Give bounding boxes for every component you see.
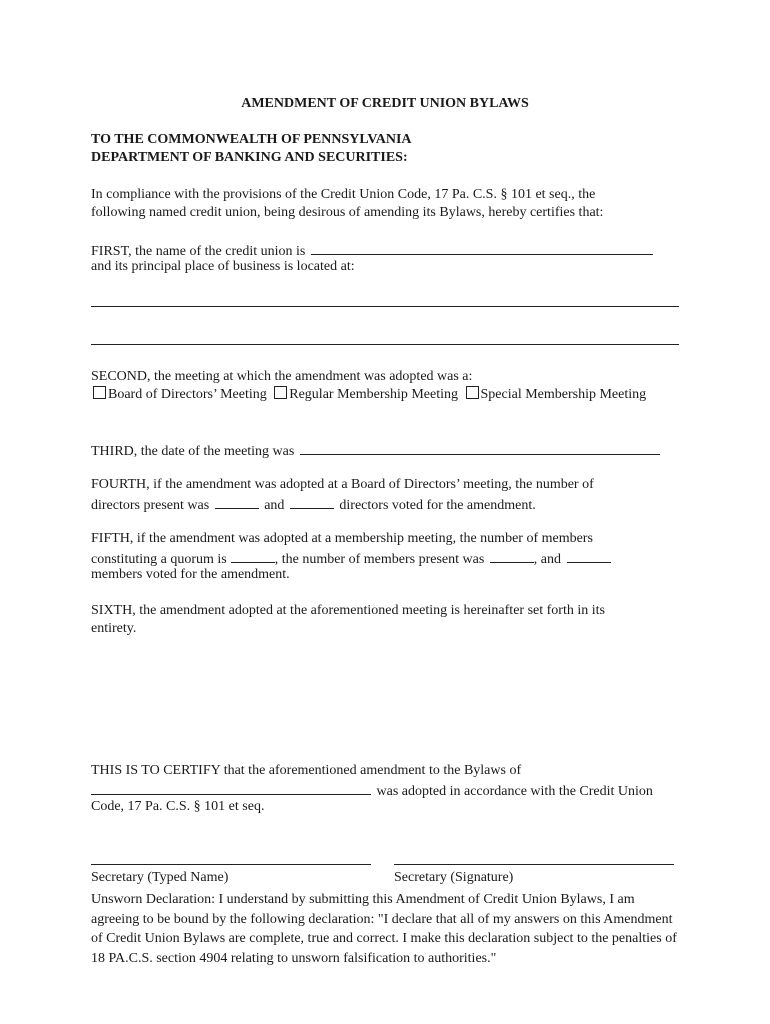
regular-meeting-checkbox[interactable] xyxy=(274,386,287,399)
special-meeting-label: Special Membership Meeting xyxy=(480,387,647,402)
certify-line-1: THIS IS TO CERTIFY that the aforementioned amendment to the Bylaws of xyxy=(91,763,522,778)
fifth-present-label: , the number of members present was xyxy=(274,552,485,567)
first-address-label: and its principal place of business is located at: xyxy=(91,259,355,274)
meeting-date-field[interactable] xyxy=(300,440,660,455)
fifth-and-label: , and xyxy=(533,552,561,567)
members-present-field[interactable] xyxy=(490,548,534,563)
board-meeting-label: Board of Directors’ Meeting xyxy=(108,387,267,402)
third-label: THIRD, the date of the meeting was xyxy=(91,444,295,459)
typed-name-label: Secretary (Typed Name) xyxy=(91,870,229,885)
address-line-1-field[interactable] xyxy=(91,306,679,307)
signature-field[interactable] xyxy=(394,864,674,865)
fourth-directors-present-label: directors present was xyxy=(91,498,210,513)
members-voted-field[interactable] xyxy=(567,548,611,563)
addressee-line-2: DEPARTMENT OF BANKING AND SECURITIES: xyxy=(91,150,408,165)
fifth-line-3: members voted for the amendment. xyxy=(91,567,290,582)
meeting-type-options xyxy=(93,386,646,404)
unsworn-declaration: Unsworn Declaration: I understand by submitting this Amendment of Credit Union Bylaws, I am agreeing to be bound by the following declaration: "I declare that all of my answers on this Amendment of Credit Union Bylaws are complete, true and correct. I make this declaration subject to the penalties of 18 PA.C.S. section 4904 relating to unsworn falsification to authorities." xyxy=(91,892,677,966)
certify-adopted-label: was adopted in accordance with the Credit Union xyxy=(376,784,653,799)
fifth-line-1: FIFTH, if the amendment was adopted at a membership meeting, the number of members xyxy=(91,531,593,546)
third-clause xyxy=(91,440,662,461)
first-label: FIRST, the name of the credit union is xyxy=(91,244,306,259)
quorum-field[interactable] xyxy=(231,548,275,563)
address-line-2-field[interactable] xyxy=(91,344,679,345)
fourth-voted-label: directors voted for the amendment. xyxy=(339,498,536,513)
regular-meeting-label: Regular Membership Meeting xyxy=(289,387,458,402)
board-meeting-checkbox[interactable] xyxy=(93,386,106,399)
sixth-line-2: entirety. xyxy=(91,621,137,636)
credit-union-name-field[interactable] xyxy=(311,240,653,255)
directors-present-field[interactable] xyxy=(215,494,259,509)
certify-line-3: Code, 17 Pa. C.S. § 101 et seq. xyxy=(91,799,265,814)
fourth-line-2 xyxy=(91,494,536,515)
sixth-line-1: SIXTH, the amendment adopted at the aforementioned meeting is hereinafter set forth in its xyxy=(91,603,605,618)
special-meeting-checkbox[interactable] xyxy=(466,386,479,399)
fourth-and-label: and xyxy=(264,498,285,513)
addressee-line-1: TO THE COMMONWEALTH OF PENNSYLVANIA xyxy=(91,132,412,147)
typed-name-field[interactable] xyxy=(91,864,371,865)
second-label: SECOND, the meeting at which the amendment was adopted was a: xyxy=(91,369,473,384)
fourth-line-1: FOURTH, if the amendment was adopted at a Board of Directors’ meeting, the number of xyxy=(91,477,594,492)
intro-line-2: following named credit union, being desirous of amending its Bylaws, hereby certifies that: xyxy=(91,205,604,220)
directors-voted-field[interactable] xyxy=(290,494,334,509)
credit-union-bylaws-name-field[interactable] xyxy=(91,780,371,795)
signature-label: Secretary (Signature) xyxy=(394,870,514,885)
fifth-quorum-label: constituting a quorum is xyxy=(91,552,227,567)
intro-line-1: In compliance with the provisions of the Credit Union Code, 17 Pa. C.S. § 101 et seq., the xyxy=(91,187,596,202)
document-title: AMENDMENT OF CREDIT UNION BYLAWS xyxy=(241,96,529,111)
